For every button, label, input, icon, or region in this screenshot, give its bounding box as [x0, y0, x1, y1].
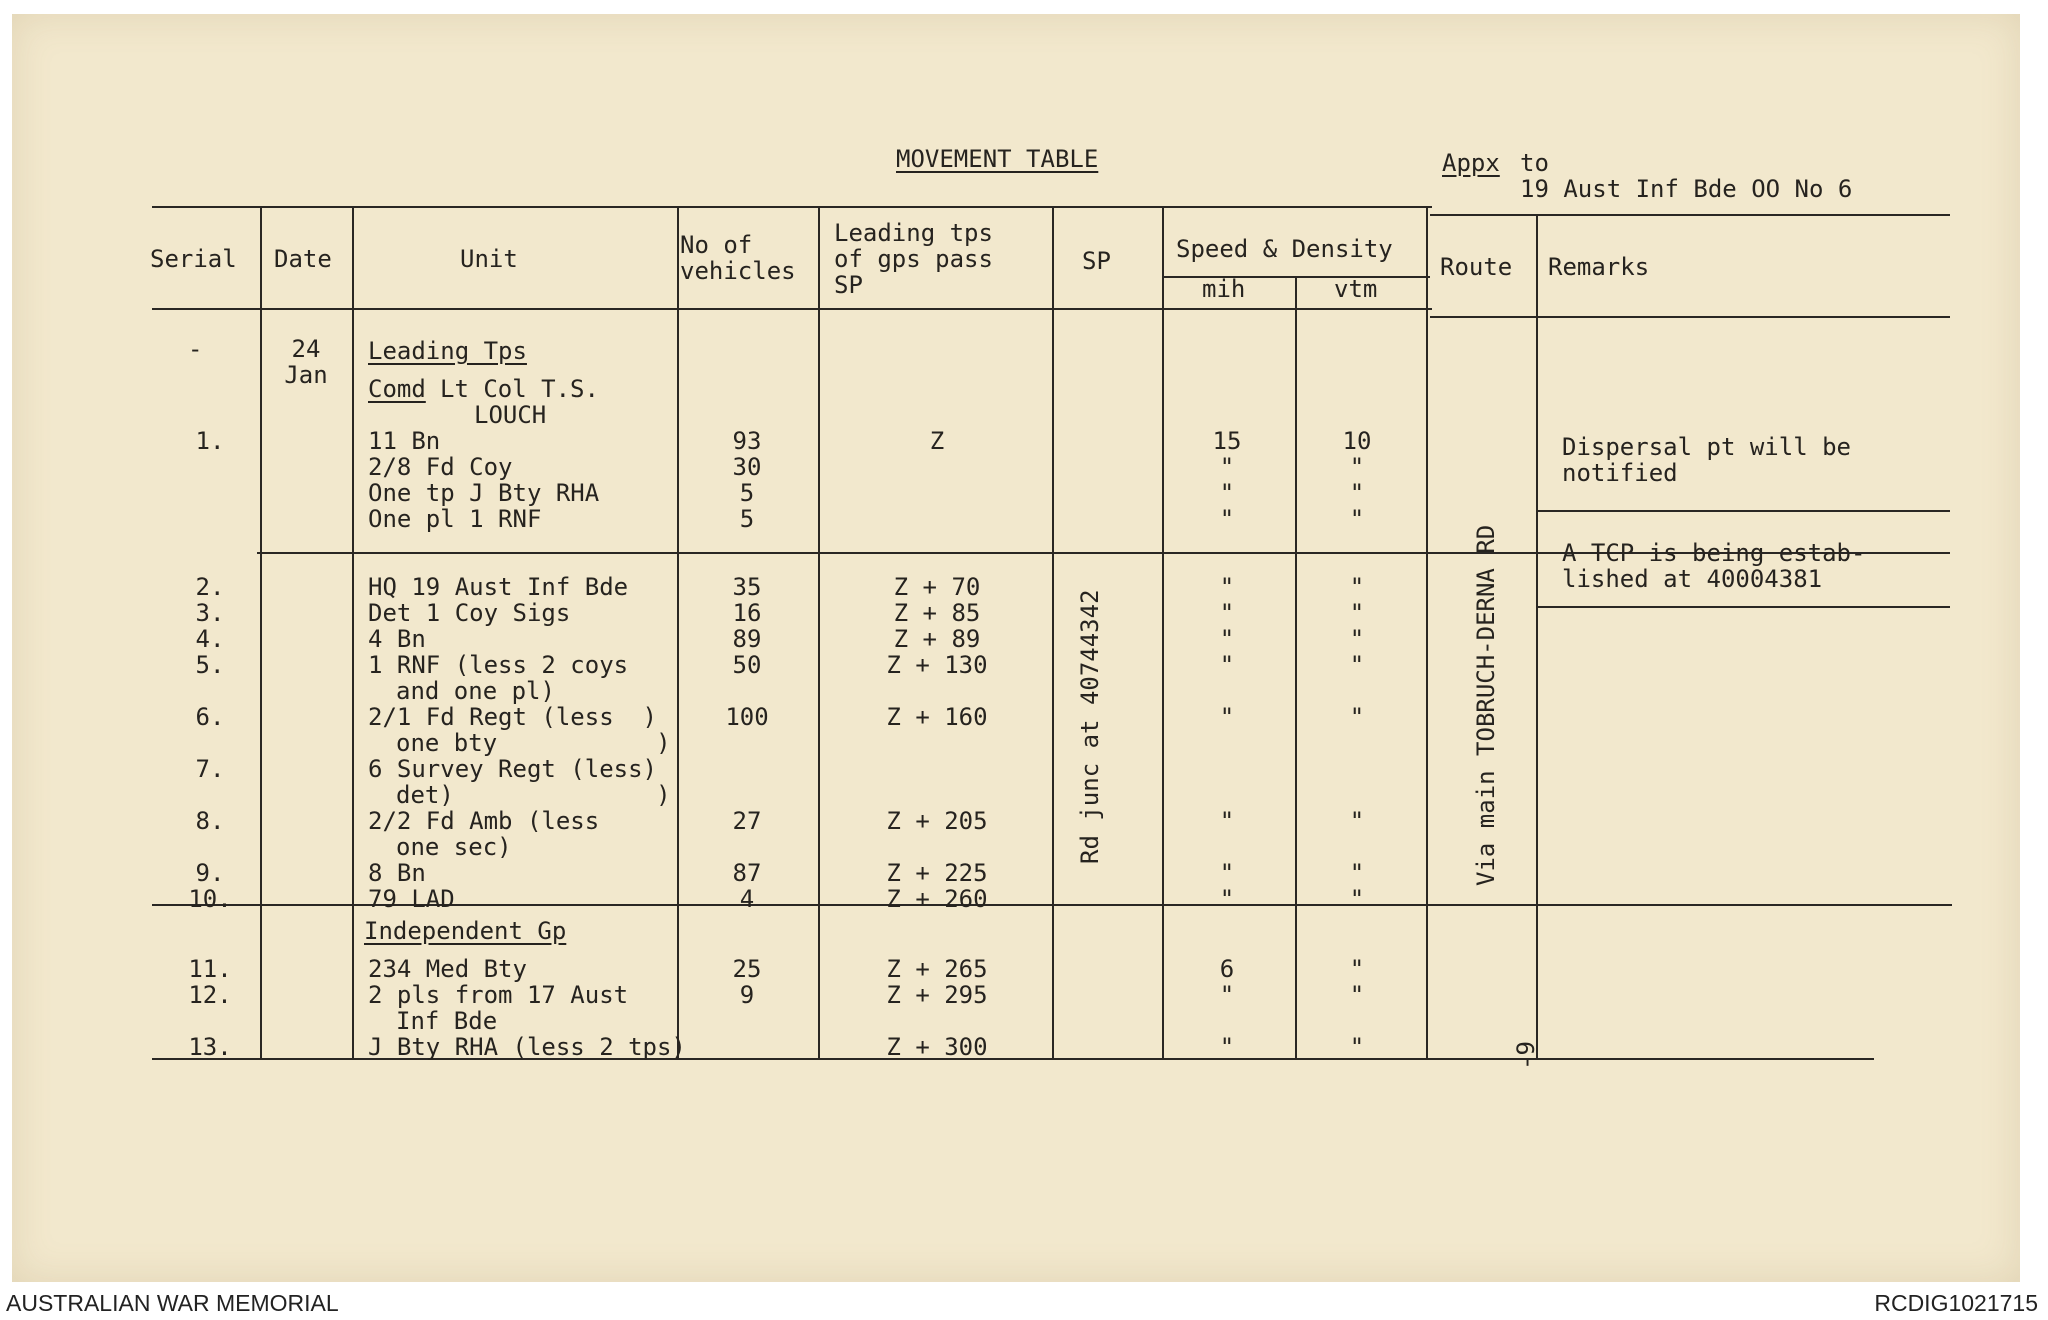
group1-comd-label: Comd	[368, 375, 426, 403]
row-1-serial: 1.	[195, 427, 225, 455]
remarks-2-line2: lished at 40004381	[1562, 565, 1823, 593]
remarks-1-line1: Dispersal pt will be	[1562, 433, 1851, 461]
row-4-vehicles: 5	[739, 505, 755, 533]
header-route: Route	[1440, 253, 1513, 281]
row-16-serial: 13.	[188, 1033, 232, 1061]
row-15-pass: Z + 295	[886, 981, 988, 1009]
row-6-serial: 3.	[195, 599, 225, 627]
row-9-unit: 2/1 Fd Regt (less )	[368, 703, 657, 731]
row-11-unit-continued: one sec)	[396, 833, 512, 861]
header-vehicles-line1: No of	[680, 231, 753, 259]
row-6-pass: Z + 85	[893, 599, 981, 627]
row-3-mih: "	[1219, 479, 1235, 507]
remarks-rule-1	[1536, 510, 1950, 512]
header-date: Date	[274, 245, 332, 273]
row-4-unit: One pl 1 RNF	[368, 505, 542, 533]
header-speed-density: Speed & Density	[1176, 235, 1393, 263]
row-11-mih: "	[1219, 807, 1235, 835]
row-8-vehicles: 50	[732, 651, 762, 679]
date-day: 24	[291, 335, 321, 363]
header-unit: Unit	[460, 245, 518, 273]
col-rule-date	[260, 206, 262, 1058]
row-1-vehicles: 93	[732, 427, 762, 455]
row-10-serial: 7.	[195, 755, 225, 783]
row-5-vehicles: 35	[732, 573, 762, 601]
row-2-vehicles: 30	[732, 453, 762, 481]
row-11-pass: Z + 205	[886, 807, 988, 835]
row-16-unit: J Bty RHA (less 2 tps)	[368, 1033, 686, 1061]
row-8-serial: 5.	[195, 651, 225, 679]
row-8-vtm: "	[1349, 651, 1365, 679]
group1-comd-surname: LOUCH	[474, 401, 547, 429]
row-1-vtm: 10	[1342, 427, 1372, 455]
col-rule-unit	[352, 206, 354, 1058]
row-2-vtm: "	[1349, 453, 1365, 481]
footer-source: AUSTRALIAN WAR MEMORIAL	[6, 1290, 339, 1316]
header-mih: mih	[1202, 275, 1246, 303]
table-top-rule	[152, 206, 1432, 208]
row-14-unit: 234 Med Bty	[368, 955, 527, 983]
row-12-unit: 8 Bn	[368, 859, 426, 887]
header-bottom-rule	[152, 308, 1432, 310]
row-14-pass: Z + 265	[886, 955, 988, 983]
row-7-mih: "	[1219, 625, 1235, 653]
row-13-pass: Z + 260	[886, 885, 988, 913]
row-6-mih: "	[1219, 599, 1235, 627]
header-serial: Serial	[150, 245, 237, 273]
row-7-unit: 4 Bn	[368, 625, 426, 653]
row-13-vehicles: 4	[739, 885, 755, 913]
row-14-mih: 6	[1219, 955, 1235, 983]
row-15-vehicles: 9	[739, 981, 755, 1009]
row-12-serial: 9.	[195, 859, 225, 887]
row-5-serial: 2.	[195, 573, 225, 601]
row-6-vtm: "	[1349, 599, 1365, 627]
header-remarks: Remarks	[1548, 253, 1650, 281]
row-12-vehicles: 87	[732, 859, 762, 887]
row-14-vehicles: 25	[732, 955, 762, 983]
appendix-label: Appx	[1442, 149, 1500, 177]
row-8-mih: "	[1219, 651, 1235, 679]
remarks-1-line2: notified	[1562, 459, 1678, 487]
row-1-unit: 11 Bn	[368, 427, 441, 455]
row-9-serial: 6.	[195, 703, 225, 731]
row-9-mih: "	[1219, 703, 1235, 731]
row-5-vtm: "	[1349, 573, 1365, 601]
row-3-unit: One tp J Bty RHA	[368, 479, 600, 507]
row-1-mih: 15	[1212, 427, 1242, 455]
remarks-2-line1: A TCP is being estab-	[1562, 539, 1866, 567]
date-month: Jan	[284, 361, 328, 389]
row-7-vehicles: 89	[732, 625, 762, 653]
row-1-pass: Z	[929, 427, 945, 455]
row-13-vtm: "	[1349, 885, 1365, 913]
row-7-vtm: "	[1349, 625, 1365, 653]
group2-heading: Independent Gp	[364, 917, 567, 945]
row-11-serial: 8.	[195, 807, 225, 835]
row-15-mih: "	[1219, 981, 1235, 1009]
appendix-reference: 19 Aust Inf Bde OO No 6	[1520, 175, 1853, 203]
row-12-vtm: "	[1349, 859, 1365, 887]
row-8-pass: Z + 130	[886, 651, 988, 679]
row-10-unit: 6 Survey Regt (less)	[368, 755, 657, 783]
header-sp: SP	[1082, 247, 1111, 275]
row-16-vtm: "	[1349, 1033, 1365, 1061]
row-15-serial: 12.	[188, 981, 232, 1009]
row-9-vehicles: 100	[725, 703, 769, 731]
row-5-mih: "	[1219, 573, 1235, 601]
header-vehicles-line2: vehicles	[680, 257, 796, 285]
col-rule-route	[1426, 206, 1428, 1058]
row-8-unit-continued: and one pl)	[396, 677, 555, 705]
row-7-serial: 4.	[195, 625, 225, 653]
header-vtm: vtm	[1334, 275, 1378, 303]
row-8-unit: 1 RNF (less 2 coys	[368, 651, 629, 679]
row-5-pass: Z + 70	[893, 573, 981, 601]
document-title: MOVEMENT TABLE	[896, 145, 1099, 173]
row-4-vtm: "	[1349, 505, 1365, 533]
row-9-vtm: "	[1349, 703, 1365, 731]
route-vertical: Via main TOBRUCH-DERNA RD	[1472, 524, 1500, 886]
row-10-unit-continued: det) )	[396, 781, 671, 809]
row-16-pass: Z + 300	[886, 1033, 988, 1061]
row-2-unit: 2/8 Fd Coy	[368, 453, 513, 481]
document-paper	[12, 14, 2020, 1282]
header-leading-line2: of gps pass	[834, 245, 993, 273]
row-4-mih: "	[1219, 505, 1235, 533]
row-15-vtm: "	[1349, 981, 1365, 1009]
row-6-vehicles: 16	[732, 599, 762, 627]
col-rule-leading	[818, 206, 820, 1058]
row-9-pass: Z + 160	[886, 703, 988, 731]
group1-comd-name: Lt Col T.S.	[440, 375, 599, 403]
archive-footer	[0, 1284, 2048, 1320]
sp-location-vertical: Rd junc at 40744342	[1076, 589, 1104, 864]
row-2-mih: "	[1219, 453, 1235, 481]
row-11-vehicles: 27	[732, 807, 762, 835]
row-3-vtm: "	[1349, 479, 1365, 507]
header-leading-line3: SP	[834, 271, 863, 299]
row-11-unit: 2/2 Fd Amb (less	[368, 807, 600, 835]
row-5-unit: HQ 19 Aust Inf Bde	[368, 573, 629, 601]
row-14-serial: 11.	[188, 955, 232, 983]
header-bottom-rule-right	[1430, 316, 1950, 318]
row-9-unit-continued: one bty )	[396, 729, 671, 757]
col-rule-mih	[1162, 206, 1164, 1058]
row-12-pass: Z + 225	[886, 859, 988, 887]
row-13-mih: "	[1219, 885, 1235, 913]
row-6-unit: Det 1 Coy Sigs	[368, 599, 571, 627]
row-15-unit-continued: Inf Bde	[396, 1007, 498, 1035]
row-13-serial: 10.	[188, 885, 232, 913]
header-leading-line1: Leading tps	[834, 219, 993, 247]
route-end-mark: -9	[1512, 1041, 1540, 1070]
row-12-mih: "	[1219, 859, 1235, 887]
row-16-mih: "	[1219, 1033, 1235, 1061]
remarks-rule-2	[1536, 606, 1950, 608]
row-11-vtm: "	[1349, 807, 1365, 835]
row-14-vtm: "	[1349, 955, 1365, 983]
col-rule-sp	[1052, 206, 1054, 1058]
footer-reference: RCDIG1021715	[1874, 1290, 2038, 1316]
table-top-rule-right	[1430, 214, 1950, 216]
row-3-vehicles: 5	[739, 479, 755, 507]
row-7-pass: Z + 89	[893, 625, 981, 653]
appendix-to: to	[1520, 149, 1549, 177]
group1-heading: Leading Tps	[368, 337, 527, 365]
serial-dash: -	[188, 335, 203, 363]
col-rule-vtm	[1295, 276, 1297, 1058]
row-13-unit: 79 LAD	[368, 885, 455, 913]
col-rule-remarks	[1536, 214, 1538, 1058]
row-15-unit: 2 pls from 17 Aust	[368, 981, 629, 1009]
